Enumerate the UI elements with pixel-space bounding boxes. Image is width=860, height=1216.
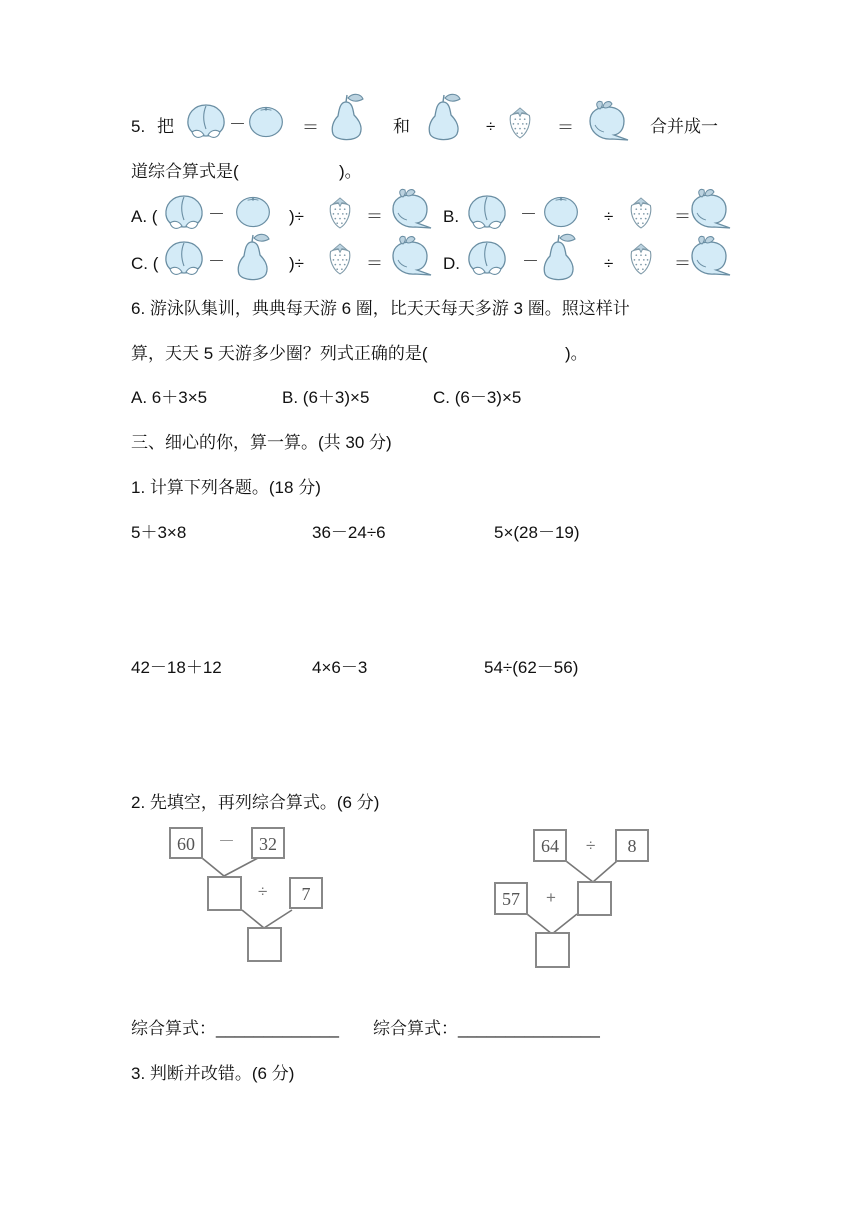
number-box: 7 bbox=[289, 877, 323, 909]
calc-item: 5×(28－19) bbox=[494, 523, 580, 542]
equals-sign: ＝ bbox=[674, 207, 691, 226]
minus-sign: － bbox=[229, 115, 246, 134]
divide-sign: ÷ bbox=[486, 117, 496, 136]
number-box: 32 bbox=[251, 827, 285, 859]
section-title: 三、细心的你，算一算。(共 30 分) bbox=[131, 433, 392, 452]
answer-box[interactable] bbox=[535, 932, 570, 968]
calc-item: 36－24÷6 bbox=[312, 523, 386, 542]
q6-option-c: C. (6－3)×5 bbox=[433, 388, 522, 407]
close-paren-divide: )÷ bbox=[289, 254, 304, 273]
divide-operator: ÷ bbox=[586, 836, 596, 855]
q5-number: 5. bbox=[131, 117, 146, 136]
calc-item: 42－18＋12 bbox=[131, 658, 222, 677]
number-box: 64 bbox=[533, 829, 567, 862]
number-box: 60 bbox=[169, 827, 203, 859]
answer-box[interactable] bbox=[247, 927, 282, 962]
divide-sign: ÷ bbox=[604, 207, 614, 226]
minus-sign: － bbox=[520, 205, 537, 224]
calc-item: 54÷(62－56) bbox=[484, 658, 579, 677]
divide-operator: ÷ bbox=[258, 882, 268, 901]
equals-sign: ＝ bbox=[674, 254, 691, 273]
number-box: 57 bbox=[494, 882, 528, 915]
close-paren-divide: )÷ bbox=[289, 207, 304, 226]
equals-sign: ＝ bbox=[366, 254, 383, 273]
minus-sign: － bbox=[208, 252, 225, 271]
minus-sign: － bbox=[522, 252, 539, 271]
q2-title: 2. 先填空，再列综合算式。(6 分) bbox=[131, 793, 380, 812]
plus-operator: + bbox=[546, 888, 556, 907]
divide-sign: ÷ bbox=[604, 254, 614, 273]
option-a-label: A. ( bbox=[131, 207, 158, 226]
q5-line2-end: )。 bbox=[339, 162, 362, 181]
option-b-label: B. bbox=[443, 207, 460, 226]
q5-line2: 道综合算式是( bbox=[131, 162, 239, 181]
he-text: 和 bbox=[393, 117, 410, 136]
q6-line2: 算，天天 5 天游多少圈？列式正确的是( bbox=[131, 344, 428, 363]
equals-sign: ＝ bbox=[366, 207, 383, 226]
q6-option-a: A. 6＋3×5 bbox=[131, 388, 208, 407]
answer-box[interactable] bbox=[577, 881, 612, 916]
calc-item: 4×6－3 bbox=[312, 658, 368, 677]
q5-tail-text: 合并成一 bbox=[650, 117, 718, 136]
minus-sign: － bbox=[208, 205, 225, 224]
number-box: 8 bbox=[615, 829, 649, 862]
equals-sign: ＝ bbox=[557, 118, 574, 137]
q6-line2-end: )。 bbox=[565, 344, 588, 363]
formula-line[interactable]: 综合算式：_____________ bbox=[131, 1019, 339, 1038]
option-c-label: C. ( bbox=[131, 254, 159, 273]
q3-title: 3. 判断并改错。(6 分) bbox=[131, 1064, 295, 1083]
option-d-label: D. bbox=[443, 254, 460, 273]
q5-ba-text: 把 bbox=[157, 117, 174, 136]
q6-line1: 6. 游泳队集训，典典每天游 6 圈，比天天每天多游 3 圈。照这样计 bbox=[131, 299, 630, 318]
minus-operator: － bbox=[218, 832, 235, 851]
formula-line[interactable]: 综合算式：_______________ bbox=[373, 1019, 600, 1038]
equals-sign: ＝ bbox=[302, 118, 319, 137]
calc-item: 5＋3×8 bbox=[131, 523, 187, 542]
q1-title: 1. 计算下列各题。(18 分) bbox=[131, 478, 321, 497]
answer-box[interactable] bbox=[207, 876, 242, 911]
q6-option-b: B. (6＋3)×5 bbox=[282, 388, 370, 407]
